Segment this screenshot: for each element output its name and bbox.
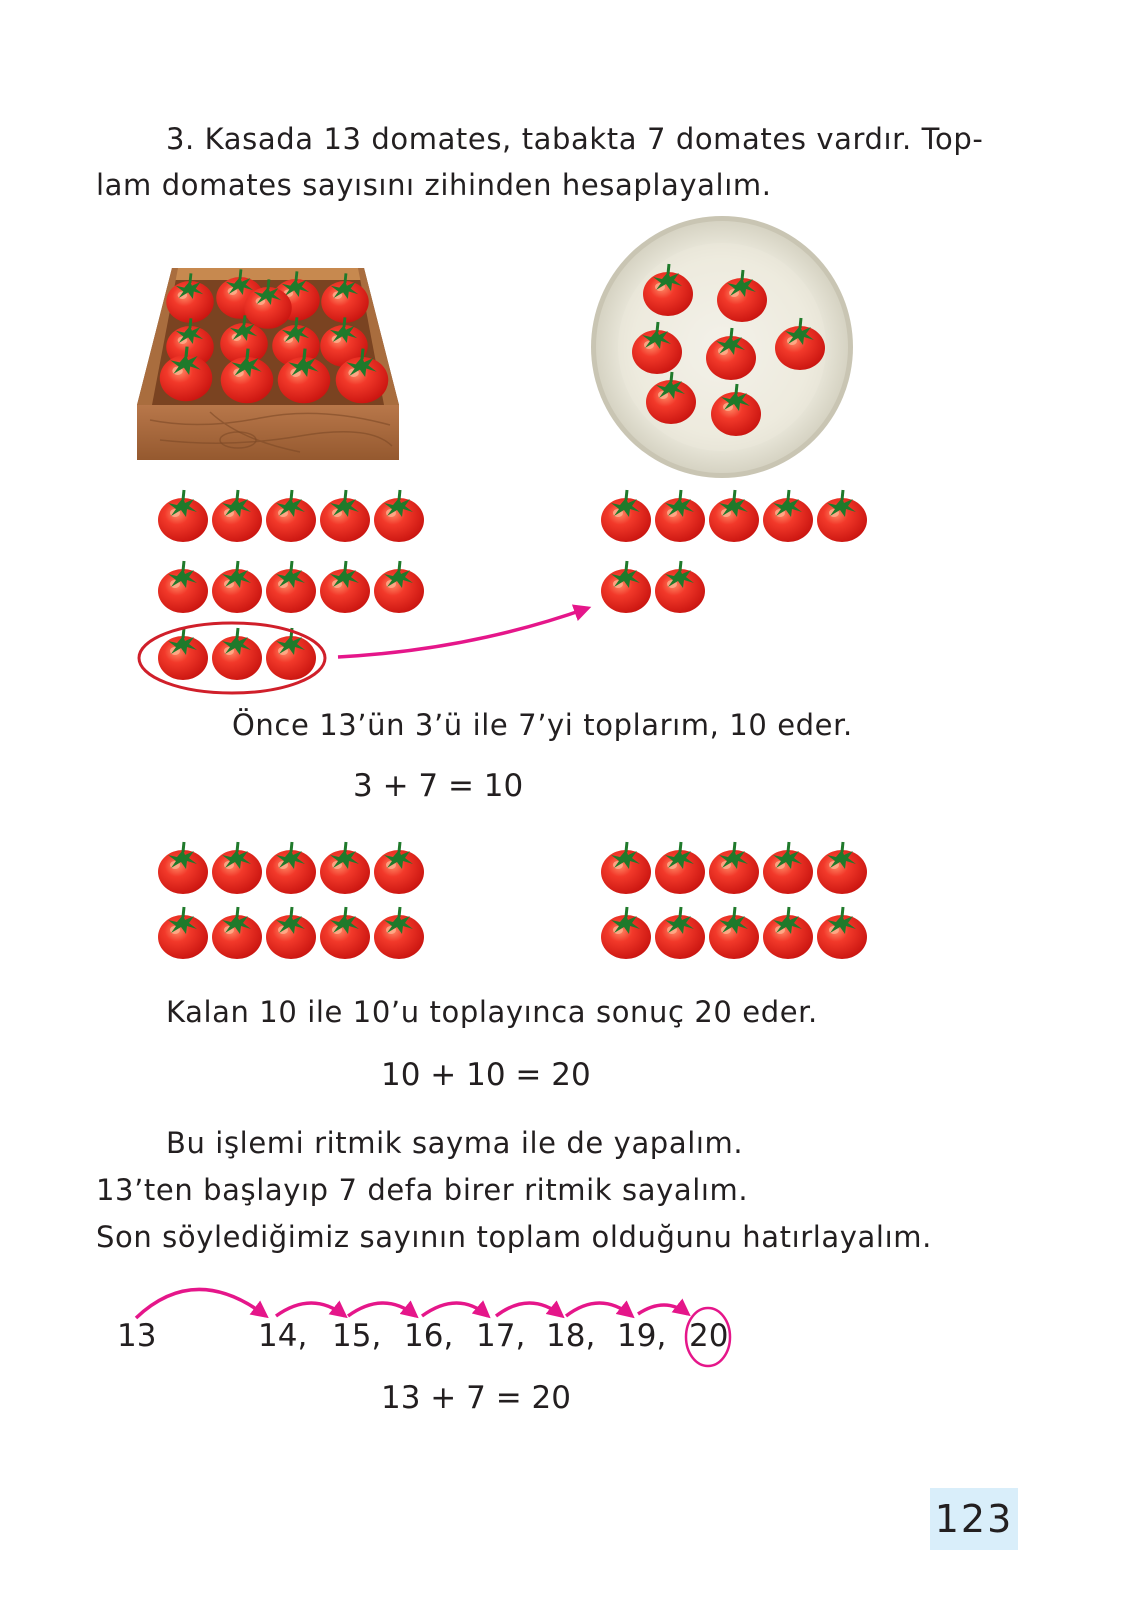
page-number: 123	[930, 1488, 1018, 1550]
step2-equation: 10 + 10 = 20	[381, 1057, 591, 1093]
step2-sentence: Kalan 10 ile 10’u toplayınca sonuç 20 eder.	[166, 995, 818, 1029]
plate-illustration	[591, 216, 853, 478]
right-tomato-rows	[601, 490, 867, 613]
rhythmic-line-3: Son söylediğimiz sayının toplam olduğunu hatırlayalım.	[96, 1220, 932, 1254]
left-ten-tomatoes	[158, 842, 424, 959]
step1-sentence: Önce 13’ün 3’ü ile 7’yi toplarım, 10 eder.	[232, 708, 853, 742]
count-step: 16,	[404, 1318, 454, 1354]
count-final: 20	[689, 1318, 729, 1354]
problem-line-1: 3. Kasada 13 domates, tabakta 7 domates vardır. Top-	[166, 122, 984, 156]
count-step: 17,	[476, 1318, 526, 1354]
step1-equation: 3 + 7 = 10	[353, 768, 524, 804]
count-step: 15,	[332, 1318, 382, 1354]
count-step: 18,	[546, 1318, 596, 1354]
right-ten-tomatoes	[601, 842, 867, 959]
counting-arrows	[136, 1289, 688, 1318]
crate-illustration	[137, 268, 399, 460]
rhythmic-line-2: 13’ten başlayıp 7 defa birer ritmik sayalım.	[96, 1173, 749, 1207]
left-tomato-rows	[158, 490, 424, 680]
problem-line-2: lam domates sayısını zihinden hesaplayalım.	[96, 168, 772, 202]
count-step: 14,	[258, 1318, 308, 1354]
count-step: 19,	[617, 1318, 667, 1354]
rhythmic-line-1: Bu işlemi ritmik sayma ile de yapalım.	[166, 1126, 744, 1160]
count-start: 13	[117, 1318, 157, 1354]
counting-equation: 13 + 7 = 20	[381, 1380, 571, 1416]
move-arrow	[338, 608, 588, 657]
